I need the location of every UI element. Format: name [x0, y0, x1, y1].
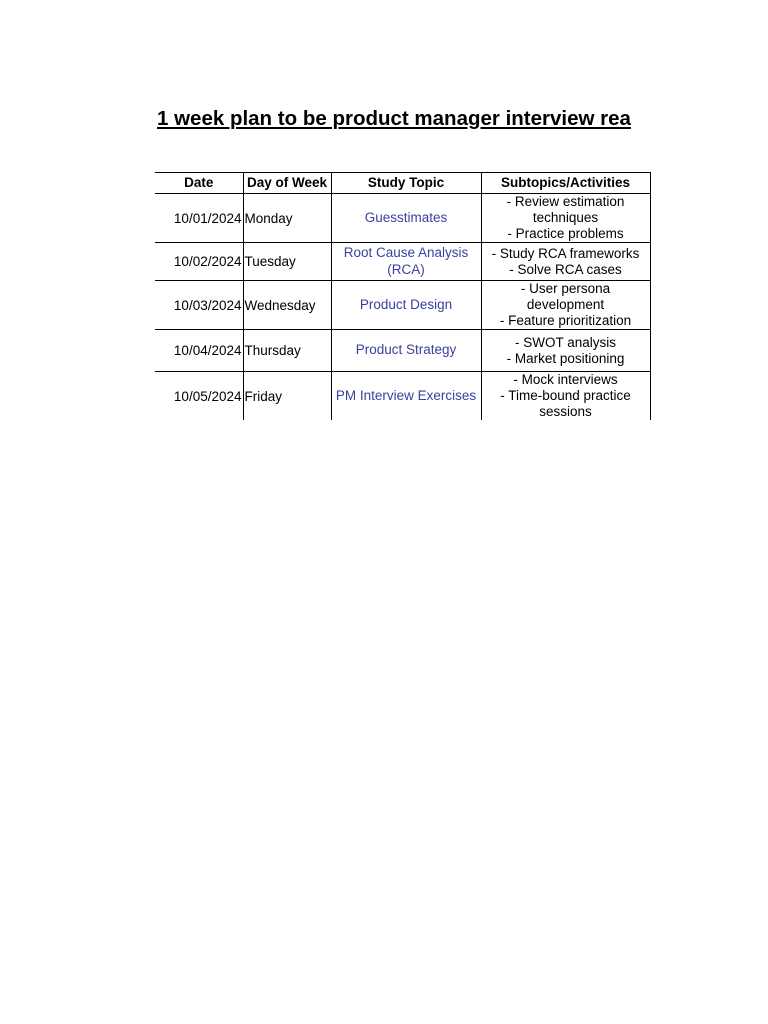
activity-item: - Mock interviews: [513, 372, 618, 387]
day-cell: Wednesday: [243, 281, 331, 330]
header-date: Date: [155, 173, 243, 194]
activities-cell: [481, 243, 650, 281]
activities-cell: [481, 281, 650, 330]
activity-item: - User persona development: [520, 281, 611, 312]
activity-item: - Study RCA frameworks: [491, 245, 640, 261]
day-cell: Tuesday: [243, 243, 331, 281]
table-row: [155, 372, 650, 421]
header-day-of-week: Day of Week: [243, 173, 331, 194]
activity-item: - Solve RCA cases: [509, 261, 622, 277]
table-header-row: [155, 173, 650, 194]
topic-cell: PM Interview Exercises: [331, 372, 481, 421]
date-cell: 10/04/2024: [155, 330, 243, 372]
table-row: [155, 281, 650, 330]
activities-cell: [481, 372, 650, 421]
activity-item: - Practice problems: [507, 226, 624, 241]
activity-item: - Feature prioritization: [499, 313, 632, 328]
date-cell: 10/05/2024: [173, 388, 242, 404]
activity-item: - SWOT analysis: [514, 334, 617, 350]
activities-cell: [481, 330, 650, 372]
table-row: [155, 194, 650, 243]
header-subtopics-activities: Subtopics/Activities: [481, 173, 650, 194]
date-cell: 10/02/2024: [155, 243, 243, 281]
activity-item: - Time-bound practice sessions: [500, 388, 631, 419]
date-cell: 10/01/2024: [155, 194, 243, 243]
topic-cell: Root Cause Analysis (RCA): [331, 243, 481, 281]
day-cell: Friday: [243, 372, 331, 421]
activity-item: - Market positioning: [506, 350, 625, 366]
topic-cell: Guesstimates: [331, 194, 481, 243]
table-row: [155, 243, 650, 281]
header-study-topic: Study Topic: [331, 173, 481, 194]
table-row: [155, 330, 650, 372]
topic-cell: Product Strategy: [331, 330, 481, 372]
date-cell: 10/03/2024: [155, 281, 243, 330]
day-cell: Thursday: [243, 330, 331, 372]
page-title: 1 week plan to be product manager interview rea: [157, 107, 631, 130]
topic-cell: Product Design: [331, 281, 481, 330]
activity-item: - Review estimation techniques: [506, 194, 625, 225]
study-plan-table: [155, 172, 651, 420]
activities-cell: [481, 194, 650, 243]
day-cell: Monday: [243, 194, 331, 243]
